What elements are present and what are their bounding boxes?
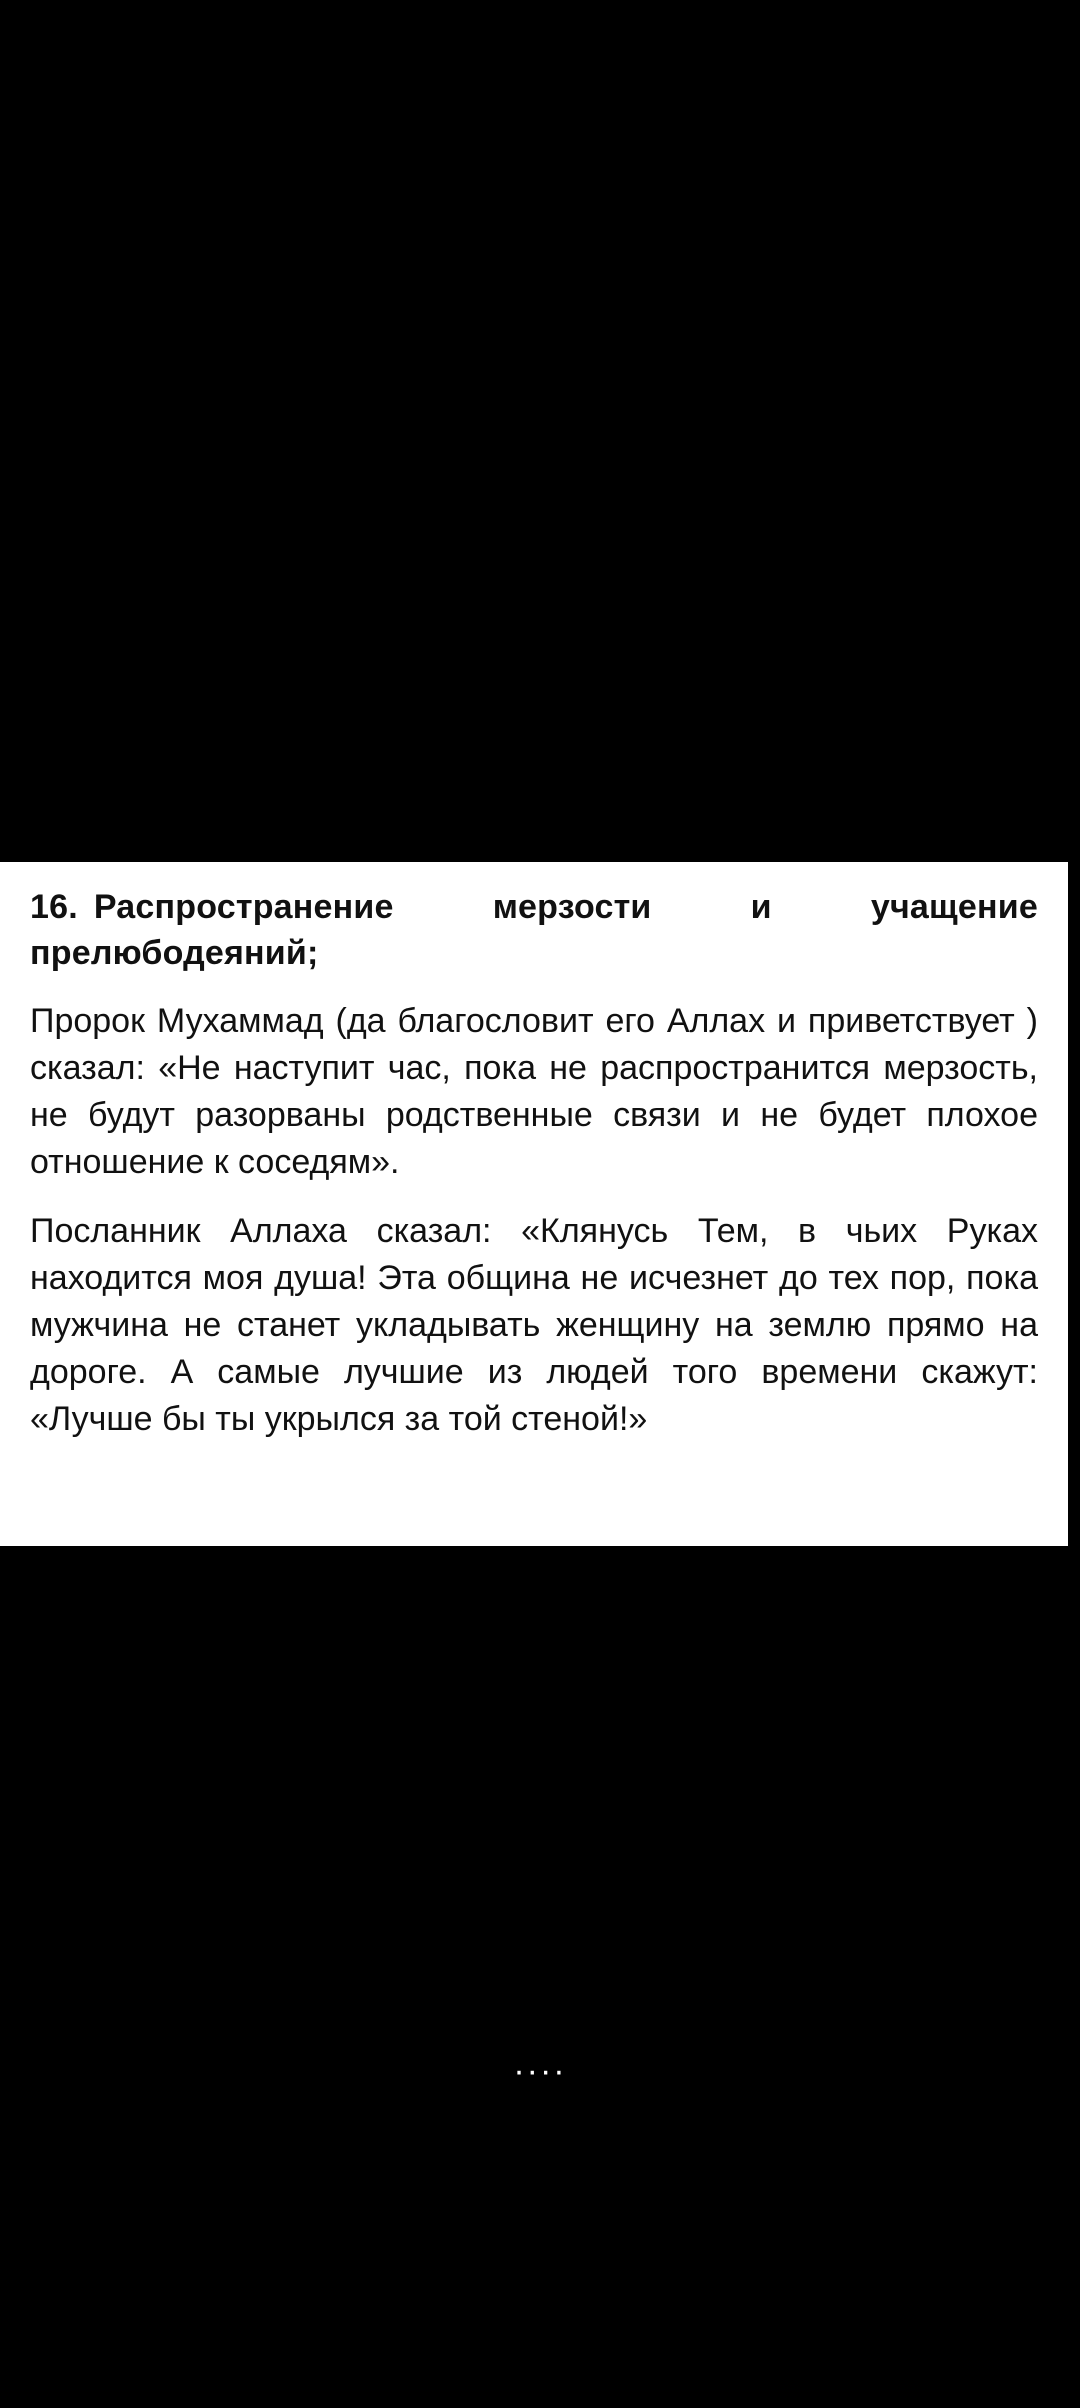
page-indicator-dots[interactable]: ···· — [513, 2052, 567, 2090]
paragraph-1: Пророк Мухаммад (да благословит его Аллах и приветствует ) сказал: «Не наступит час, пока не распространится мерзость, не будут разорваны родственные связи и не будет плохое отношение к соседям». — [30, 1002, 1038, 1181]
heading-text: Распространение мерзости и учащение прелюбодеяний; — [30, 888, 1038, 972]
paragraph-2: Посланник Аллаха сказал: «Клянусь Тем, в чьих Руках находится моя душа! Эта община не исчезнет до тех пор, пока мужчина не станет укладывать женщину на землю прямо на дороге. А самые лучшие из людей того времени скажут: «Лучше бы ты укрылся за той стеной!» — [30, 1212, 1038, 1438]
section-heading — [30, 884, 1038, 976]
document-image[interactable] — [0, 862, 1068, 1546]
heading-number: 16. — [30, 888, 78, 926]
